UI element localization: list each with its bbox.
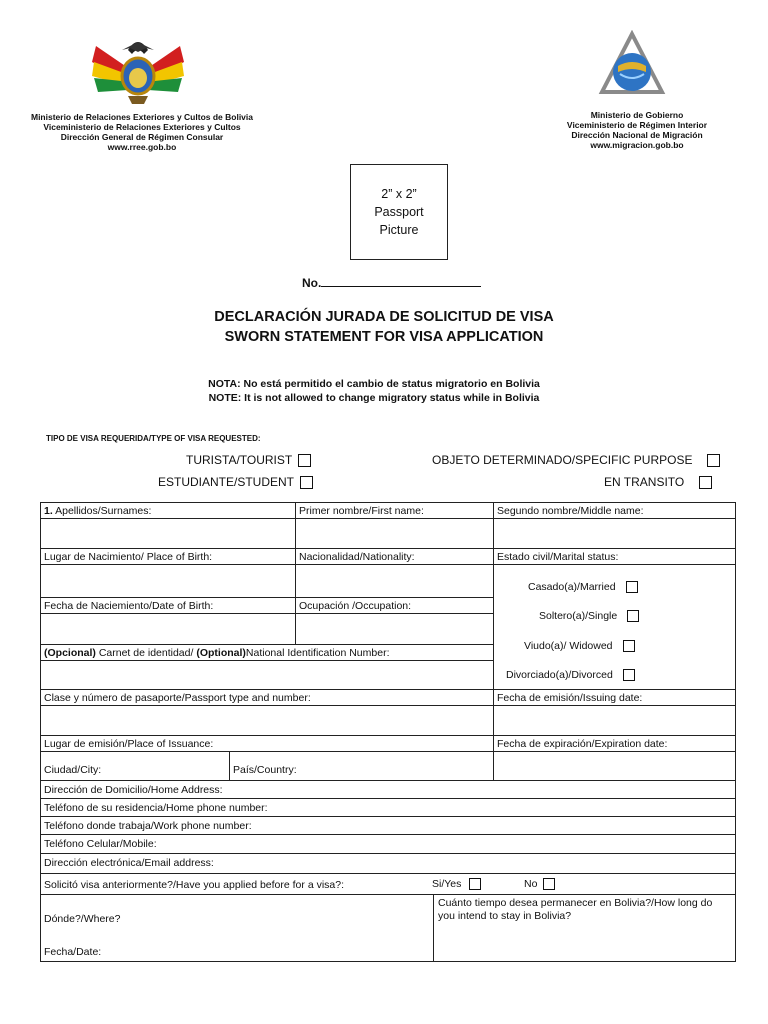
applied-no-option[interactable] — [524, 878, 555, 890]
work-phone-label: Teléfono donde trabaja/Work phone number: — [44, 820, 252, 832]
date-label: Fecha/Date: — [44, 946, 102, 958]
form-border — [735, 502, 736, 962]
optional-tag: (Optional) — [196, 647, 246, 659]
form-border — [40, 502, 736, 503]
visa-option-label: ESTUDIANTE/STUDENT — [158, 475, 295, 489]
header-right-url: www.migracion.gob.bo — [590, 140, 684, 150]
col-line — [295, 502, 296, 644]
row-line — [40, 564, 736, 565]
row-line — [40, 689, 736, 690]
visa-option-label: EN TRANSITO — [604, 475, 685, 489]
marital-option-label: Viudo(a)/ Widowed — [524, 640, 613, 652]
married-checkbox[interactable] — [626, 581, 638, 593]
place-of-birth-label: Lugar de Nacimiento/ Place of Birth: — [44, 551, 213, 563]
specific-purpose-checkbox[interactable] — [707, 454, 720, 467]
marital-option-label: Divorciado(a)/Divorced — [506, 669, 613, 681]
row-line — [40, 751, 736, 752]
row-line — [40, 613, 493, 614]
occupation-label: Ocupación /Occupation: — [299, 600, 412, 612]
document-title — [0, 307, 768, 347]
yes-label: Si/Yes — [432, 878, 462, 890]
marital-status-label: Estado civil/Marital status: — [497, 551, 619, 563]
header-right-line: Dirección Nacional de Migración — [571, 130, 703, 140]
col-line — [229, 751, 230, 780]
row-line — [40, 548, 736, 549]
row-line — [40, 597, 493, 598]
visa-option-student[interactable] — [158, 475, 313, 489]
col-line — [493, 502, 494, 780]
surnames-label — [44, 505, 151, 517]
row-line — [40, 705, 736, 706]
row-line — [40, 660, 493, 661]
email-label: Dirección electrónica/Email address: — [44, 857, 214, 869]
marital-option-divorced[interactable] — [506, 669, 635, 681]
city-label: Ciudad/City: — [44, 764, 102, 776]
application-form — [40, 502, 736, 962]
single-checkbox[interactable] — [627, 610, 639, 622]
issuing-date-label: Fecha de emisión/Issuing date: — [497, 692, 643, 704]
title-es: DECLARACIÓN JURADA DE SOLICITUD DE VISA — [214, 309, 554, 325]
note-en: NOTE: It is not allowed to change migratory status while in Bolivia — [208, 392, 540, 404]
stay-length-label: Cuánto tiempo desea permanecer en Bolivia?/How long do you intend to stay in Bolivia? — [438, 897, 713, 922]
header-left-line: Ministerio de Relaciones Exteriores y Cultos de Bolivia — [30, 112, 253, 122]
visa-option-label: OBJETO DETERMINADO/SPECIFIC PURPOSE — [432, 453, 693, 467]
transit-checkbox[interactable] — [699, 476, 712, 489]
row-line — [40, 894, 736, 895]
row-line — [40, 798, 736, 799]
form-border — [40, 502, 41, 962]
header-right-line: Ministerio de Gobierno — [590, 110, 684, 120]
visa-option-tourist[interactable] — [186, 453, 311, 467]
header-left — [18, 112, 266, 152]
id-text: Carnet de identidad/ — [95, 647, 197, 659]
row-line — [40, 873, 736, 874]
application-number — [302, 276, 481, 290]
mobile-label: Teléfono Celular/Mobile: — [44, 838, 157, 850]
photo-passport-label: Passport — [374, 205, 424, 219]
bolivia-coat-of-arms-icon — [88, 32, 188, 108]
migracion-logo-icon — [596, 30, 668, 102]
first-name-label: Primer nombre/First name: — [299, 505, 424, 517]
tourist-checkbox[interactable] — [298, 454, 311, 467]
note — [0, 377, 748, 405]
optional-tag: (Opcional) — [44, 647, 96, 659]
middle-name-label: Segundo nombre/Middle name: — [497, 505, 644, 517]
marital-option-label: Soltero(a)/Single — [539, 610, 618, 622]
row-line — [40, 816, 736, 817]
where-label: Dónde?/Where? — [44, 913, 121, 925]
row-line — [40, 644, 493, 645]
passport-photo-box[interactable] — [350, 164, 448, 260]
photo-picture-label: Picture — [379, 223, 419, 237]
home-address-label: Dirección de Domicilio/Home Address: — [44, 784, 223, 796]
marital-option-widowed[interactable] — [524, 640, 635, 652]
visa-option-specific-purpose[interactable] — [432, 453, 720, 467]
passport-type-label: Clase y número de pasaporte/Passport type and number: — [44, 692, 311, 704]
row-line — [40, 853, 736, 854]
visa-type-label: TIPO DE VISA REQUERIDA/TYPE OF VISA REQUESTED: — [46, 434, 261, 443]
applied-before-label: Solicitó visa anteriormente?/Have you applied before for a visa?: — [44, 879, 344, 891]
visa-option-label: TURISTA/TOURIST — [186, 453, 293, 467]
row-line — [40, 834, 736, 835]
header-right-line: Viceministerio de Régimen Interior — [566, 120, 708, 130]
section-number: 1. — [44, 505, 53, 517]
form-border — [40, 961, 736, 962]
surnames-text: Apellidos/Surnames: — [55, 505, 152, 517]
photo-size-label: 2” x 2” — [381, 187, 417, 201]
country-label: País/Country: — [233, 764, 297, 776]
visa-option-transit[interactable] — [604, 475, 712, 489]
marital-option-single[interactable] — [539, 610, 639, 622]
row-line — [40, 735, 736, 736]
no-checkbox[interactable] — [543, 878, 555, 890]
note-es: NOTA: No está permitido el cambio de status migratorio en Bolivia — [208, 378, 540, 390]
row-line — [40, 518, 736, 519]
number-label: No. — [302, 276, 322, 290]
number-field[interactable] — [321, 276, 481, 287]
marital-option-married[interactable] — [528, 581, 638, 593]
nationality-label: Nacionalidad/Nationality: — [299, 551, 415, 563]
expiration-date-label: Fecha de expiración/Expiration date: — [497, 738, 668, 750]
no-label: No — [524, 878, 538, 890]
divorced-checkbox[interactable] — [623, 669, 635, 681]
header-left-url: www.rree.gob.bo — [107, 142, 177, 152]
title-en: SWORN STATEMENT FOR VISA APPLICATION — [224, 329, 544, 345]
col-line — [433, 894, 434, 961]
yes-checkbox[interactable] — [469, 878, 481, 890]
student-checkbox[interactable] — [300, 476, 313, 489]
applied-yes-option[interactable] — [432, 878, 481, 890]
header-left-line: Viceministerio de Relaciones Exteriores y Cultos — [43, 122, 241, 132]
national-id-label — [44, 647, 389, 659]
marital-option-label: Casado(a)/Married — [528, 581, 616, 593]
date-of-birth-label: Fecha de Naciemiento/Date of Birth: — [44, 600, 214, 612]
header-left-line: Dirección General de Régimen Consular — [60, 132, 224, 142]
header-right — [554, 110, 720, 150]
home-phone-label: Teléfono de su residencia/Home phone number: — [44, 802, 268, 814]
place-of-issuance-label: Lugar de emisión/Place of Issuance: — [44, 738, 214, 750]
id-text: National Identification Number: — [245, 647, 390, 659]
widowed-checkbox[interactable] — [623, 640, 635, 652]
row-line — [40, 780, 736, 781]
